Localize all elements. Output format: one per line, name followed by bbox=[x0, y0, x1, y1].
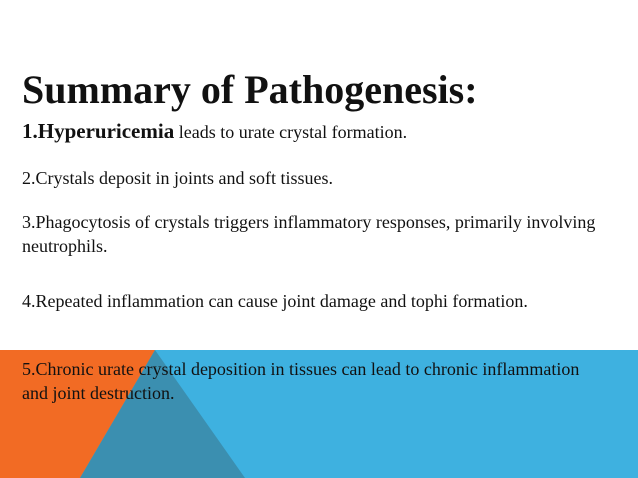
point-1 bbox=[22, 119, 602, 144]
slide-title: Summary of Pathogenesis: bbox=[22, 67, 478, 112]
point-4: 4.Repeated inflammation can cause joint damage and tophi formation. bbox=[22, 291, 528, 311]
point-1-text: leads to urate crystal formation. bbox=[174, 122, 408, 142]
point-2: 2.Crystals deposit in joints and soft tissues. bbox=[22, 168, 334, 188]
point-5: 5.Chronic urate crystal deposition in tissues can lead to chronic inflammation and joint destruction. bbox=[22, 359, 580, 403]
point-3: 3.Phagocytosis of crystals triggers inflammatory responses, primarily involving neutrophils. bbox=[22, 212, 596, 256]
point-1-lead: 1.Hyperuricemia bbox=[22, 119, 175, 143]
